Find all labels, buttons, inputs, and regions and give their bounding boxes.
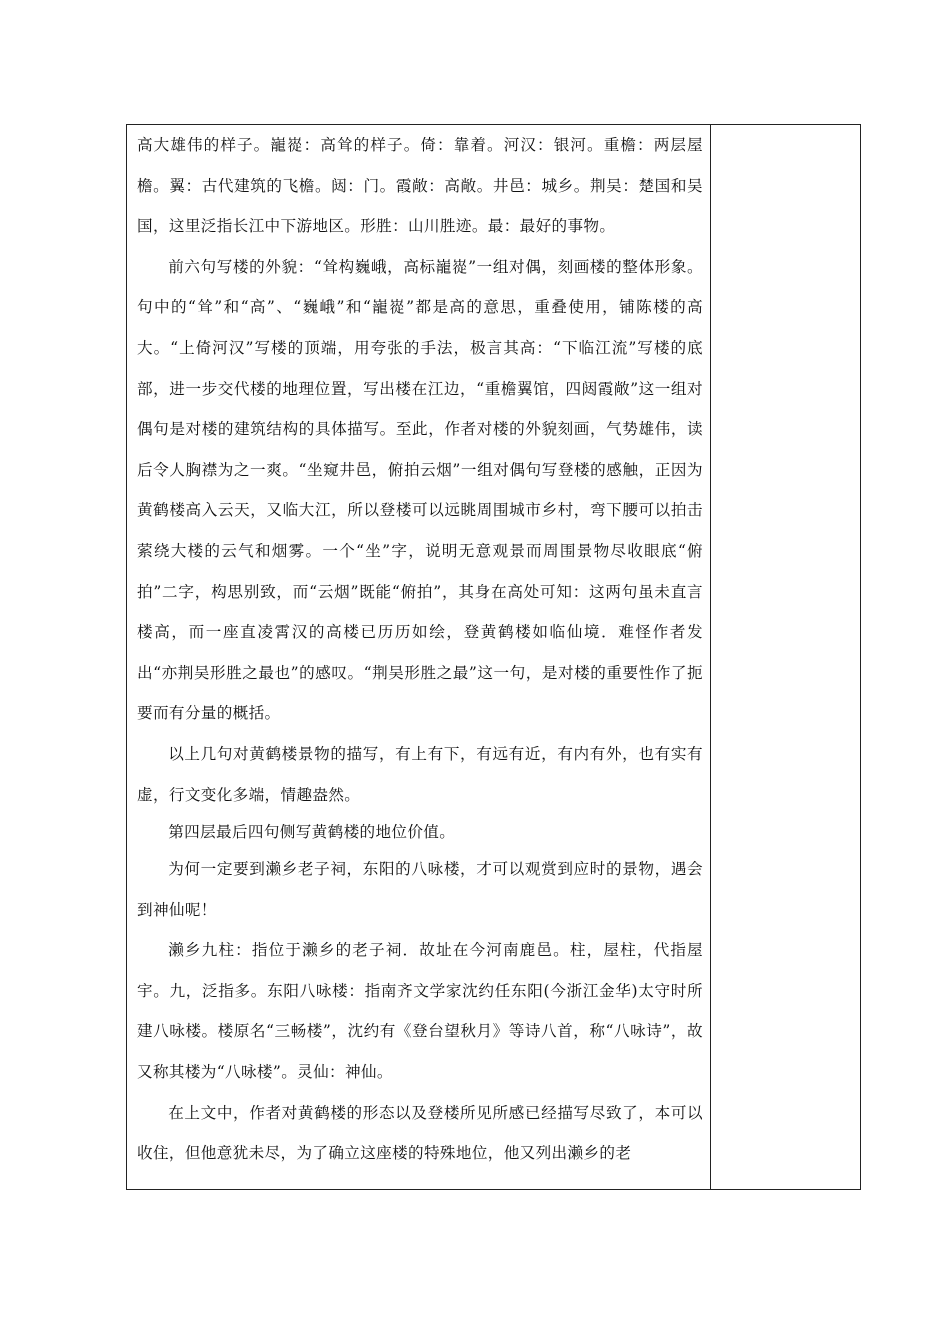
paragraph-conclusion: 在上文中，作者对黄鹤楼的形态以及登楼所见所感已经描写尽致了，本可以收住，但他意犹未尽，为了确立这座楼的特殊地位，他又列出濑乡的老: [137, 1103, 703, 1163]
paragraph-appearance-analysis: 前六句写楼的外貌：“耸构巍峨，高标巃嵸”一组对偶，刻画楼的整体形象。句中的“耸”和“高”、“巍峨”和“巃嵸”都是高的意思，重叠使用，铺陈楼的高大。“上倚河汉”写楼的顶端，用夸张的手法，极言其高：“下临江流”写楼的底部，进一步交代楼的地理位置，写出楼在江边，“重檐翼馆，四闼霞敞”这一组对偶句是对楼的建筑结构的具体描写。至此，作者对楼的外貌刻画，气势雄伟，读后令人胸襟为之一爽。“坐窥井邑，俯拍云烟”一组对偶句写登楼的感触，正因为黄鹤楼高入云天，又临大江，所以登楼可以远眺周围城市乡村，弯下腰可以拍击萦绕大楼的云气和烟雾。一个“坐”字，说明无意观景而周围景物尽收眼底“俯拍”二字，构思别致，而“云烟”既能“俯拍”，其身在高处可知：这两句虽未直言楼高，而一座直凌霄汉的高楼已历历如绘，登黄鹤楼如临仙境．难怪作者发出“亦荆吴形胜之最也”的感叹。“荆吴形胜之最”这一句，是对楼的重要性作了扼要而有分量的概括。: [137, 257, 703, 723]
paragraph-scenery-summary: 以上几句对黄鹤楼景物的描写，有上有下，有远有近，有内有外，也有实有虚，行文变化多端，情趣盎然。: [137, 744, 703, 804]
paragraph-laixiang-notes: 濑乡九柱：指位于濑乡的老子祠．故址在今河南鹿邑。柱，屋柱，代指屋宇。九，泛指多。东阳八咏楼：指南齐文学家沈约任东阳(今浙江金华)太守时所建八咏楼。楼原名“三畅楼”，沈约有《登台望秋月》等诗八首，称“八咏诗”，故又称其楼为“八咏楼”。灵仙：神仙。: [137, 941, 703, 1082]
main-text-cell: [127, 125, 711, 1189]
paragraph-fourth-layer: 第四层最后四句侧写黄鹤楼的地位价值。: [168, 823, 456, 842]
paragraph-annotations: 高大雄伟的样子。巃嵸：高耸的样子。倚：靠着。河汉：银河。重檐：两层屋檐。翼：古代建筑的飞檐。闼：门。霞敞：高敞。井邑：城乡。荆吴：楚国和吴国，这里泛指长江中下游地区。形胜：山川胜迹。最：最好的事物。: [137, 136, 703, 236]
paragraph-question: 为何一定要到濑乡老子祠，东阳的八咏楼，才可以观赏到应时的景物，遇会到神仙呢！: [137, 860, 703, 919]
side-notes-cell: [711, 125, 860, 1189]
document-table: [126, 124, 861, 1190]
text-body: [137, 125, 703, 1174]
